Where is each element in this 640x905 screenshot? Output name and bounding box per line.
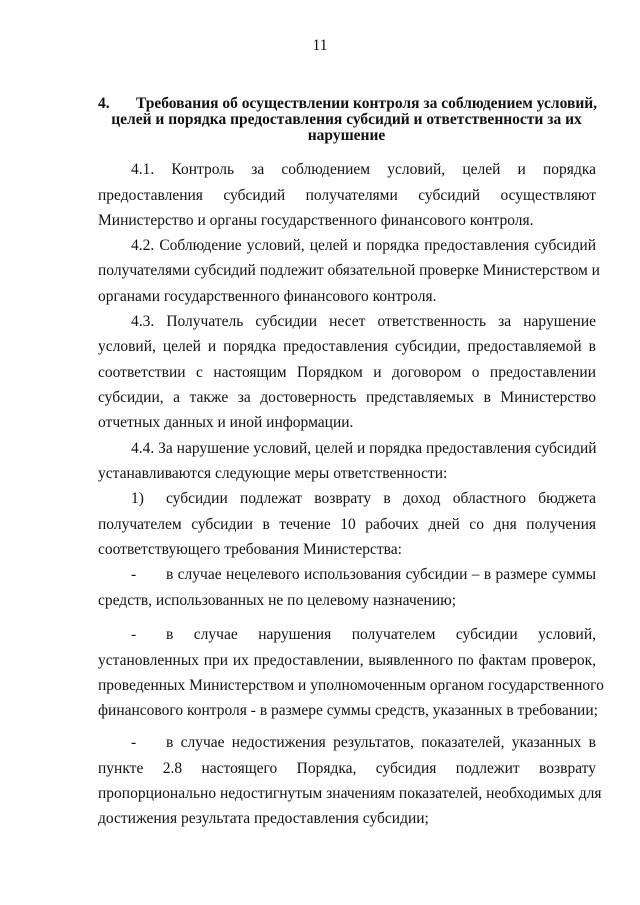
paragraph-4-1-line-3: Министерство и органы государственного финансового контроля. [98,212,534,229]
paragraph-4-2-line-1: 4.2. Соблюдение условий, целей и порядка предоставления субсидий [131,237,596,254]
list-item-marker-1: 1) [131,490,144,507]
dash-item-3-line-2: пункте 2.8 настоящего Порядка, субсидия подлежит возврату [98,760,596,777]
paragraph-4-3-line-1: 4.3. Получатель субсидии несет ответственность за нарушение [131,313,596,330]
list-item-1-line-2: получателем субсидии в течение 10 рабочих дней со дня получения [98,516,596,533]
paragraph-4-2-line-3: органами государственного финансового контроля. [98,288,437,305]
dash-marker-3: - [131,734,137,751]
dash-item-1-line-1: в случае нецелевого использования субсидии – в размере суммы [166,566,596,583]
dash-item-2-line-3: проведенных Министерством и уполномоченным органом государственного [98,677,604,694]
dash-item-2-line-2: установленных при их предоставлении, выявленного по фактам проверок, [98,652,596,669]
dash-item-3-line-4: достижения результата предоставления субсидии; [98,810,429,827]
paragraph-4-3-line-5: отчетных данных и иной информации. [98,414,354,431]
paragraph-4-3-line-3: соответствии с настоящим Порядком и договором о предоставлении [98,364,596,381]
paragraph-4-4-line-2: устанавливаются следующие меры ответственности: [98,465,448,482]
paragraph-4-4-line-1: 4.4. За нарушение условий, целей и порядка предоставления субсидий [131,440,597,457]
dash-item-3-line-1: в случае недостижения результатов, показателей, указанных в [166,734,596,751]
paragraph-4-1-line-2: предоставления субсидий получателями субсидий осуществляют [98,187,596,204]
paragraph-4-2-line-2: получателями субсидий подлежит обязательной проверке Министерством и [98,262,600,279]
section-title-line-3: нарушение [307,127,386,144]
section-number: 4. [98,95,110,112]
dash-item-2-line-4: финансового контроля - в размере суммы средств, указанных в требовании; [98,702,598,719]
paragraph-4-1-line-1: 4.1. Контроль за соблюдением условий, целей и порядка [131,161,596,178]
dash-item-2-line-1: в случае нарушения получателем субсидии условий, [166,626,596,643]
section-title-line-1: Требования об осуществлении контроля за соблюдением условий, [136,95,598,112]
list-item-1-line-3: соответствующего требования Министерства: [98,541,402,558]
dash-item-1-line-2: средств, использованных не по целевому назначению; [98,592,456,609]
section-title-line-2: целей и порядка предоставления субсидий и ответственности за их [111,111,582,128]
dash-item-3-line-3: пропорционально недостигнутым значениям показателей, необходимых для [98,785,602,802]
page-number: 11 [312,37,328,54]
paragraph-4-3-line-2: условий, целей и порядка предоставления субсидии, предоставляемой в [98,338,596,355]
dash-marker-2: - [131,626,137,643]
dash-marker-1: - [131,566,137,583]
list-item-1-line-1: субсидии подлежат возврату в доход областного бюджета [166,490,596,507]
paragraph-4-3-line-4: субсидии, а также за достоверность представляемых в Министерство [98,389,596,406]
